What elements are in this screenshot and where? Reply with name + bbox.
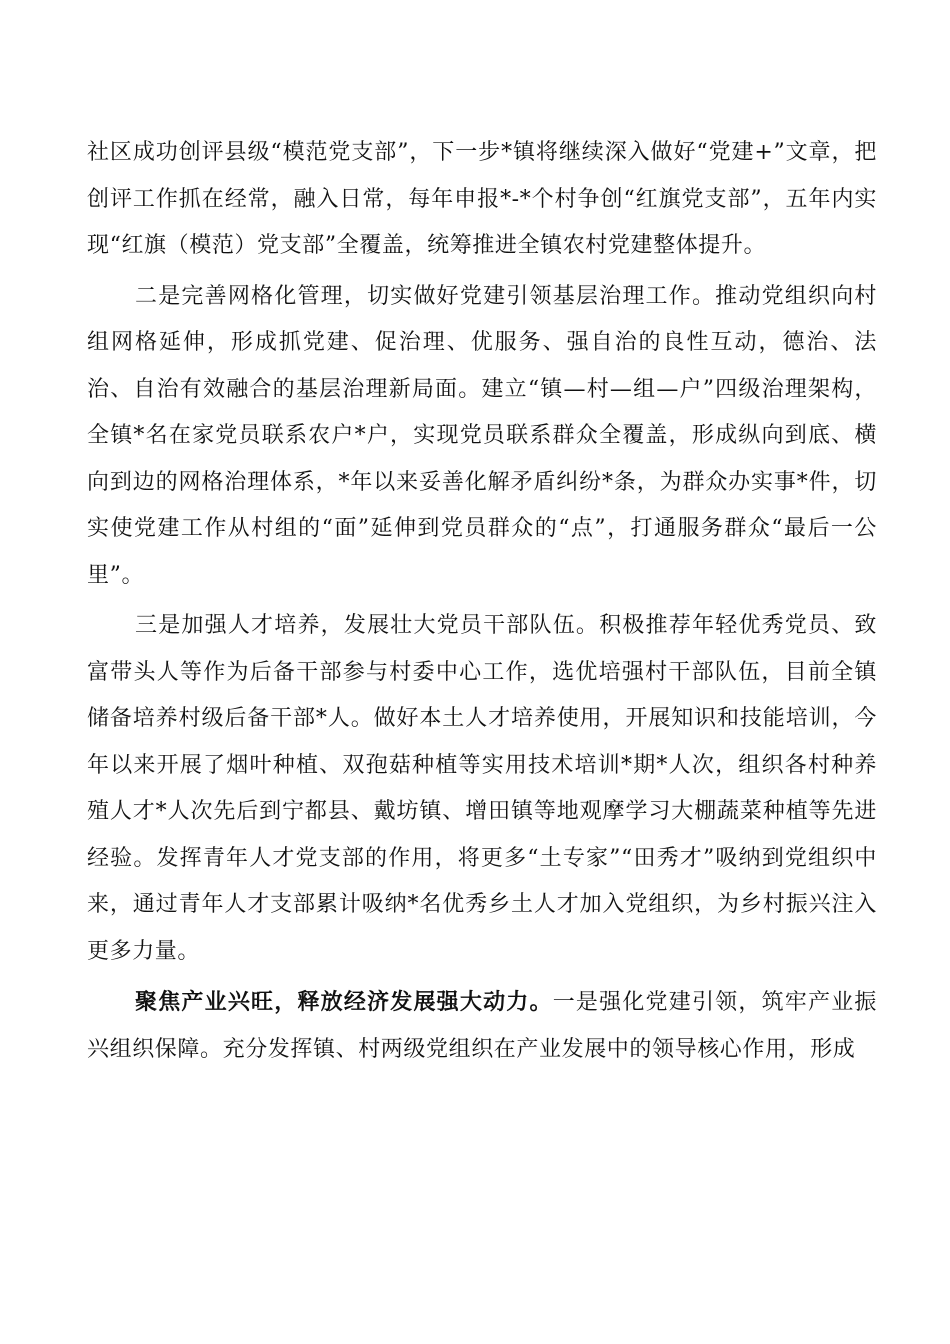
paragraph-grid-management: 二是完善网格化管理，切实做好党建引领基层治理工作。推动党组织向村组网格延伸，形成抓党建、促治理、优服务、强自治的良性互动，德治、法治、自治有效融合的基层治理新局面。建立“镇—村—组—户”四级治理架构，全镇*名在家党员联系农户*户，实现党员联系群众全覆盖，形成纵向到底、横向到边的网格治理体系，*年以来妥善化解矛盾纠纷*条，为群众办实事*件，切实使党建工作从村组的“面”延伸到党员群众的“点”，打通服务群众“最后一公里”。: [87, 283, 877, 588]
paragraph-talent-training: 三是加强人才培养，发展壮大党员干部队伍。积极推荐年轻优秀党员、致富带头人等作为后备干部参与村委中心工作，选优培强村干部队伍，目前全镇储备培养村级后备干部*人。做好本土人才培养使用，开展知识和技能培训，今年以来开展了烟叶种植、双孢菇种植等实用技术培训*期*人次，组织各村种养殖人才*人次先后到宁都县、戴坊镇、增田镇等地观摩学习大棚蔬菜种植等先进经验。发挥青年人才党支部的作用，将更多“土专家”“田秀才”吸纳到党组织中来，通过青年人才支部累计吸纳*名优秀乡土人才加入党组织，为乡村振兴注入更多力量。: [87, 613, 877, 964]
paragraph-continuation: 社区成功创评县级“模范党支部”，下一步*镇将继续深入做好“党建+”文章，把创评工作抓在经常，融入日常，每年申报*-*个村争创“红旗党支部”，五年内实现“红旗（模范）党支部”全覆盖，统筹推进全镇农村党建整体提升。: [87, 140, 877, 258]
paragraph-industry-text: 一是强化党建引领，筑牢产业振兴组织保障。充分发挥镇、村两级党组织在产业发展中的领导核心作用，形成: [87, 990, 877, 1062]
paragraph-lead-heading: 聚焦产业兴旺，释放经济发展强大动力。: [135, 989, 553, 1015]
paragraph-industry: [87, 979, 877, 1073]
document-body: [87, 130, 877, 1077]
